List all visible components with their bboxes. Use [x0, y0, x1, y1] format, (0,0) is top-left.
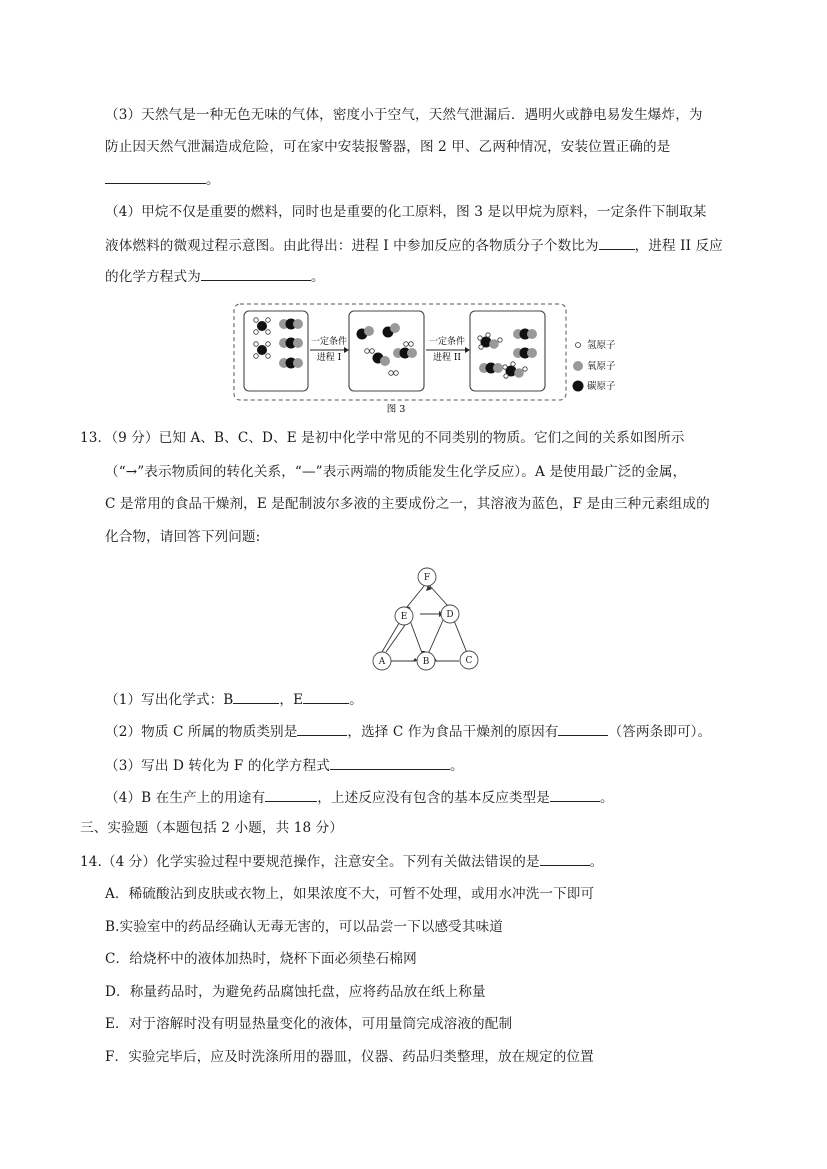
carbon-dioxide-molecule — [279, 338, 303, 349]
carbon-dioxide-molecule — [393, 348, 417, 359]
q14-option-c: C．给烧杯中的液体加热时，烧杯下面必须垫石棉网 — [105, 951, 417, 967]
arrow2-stage: 进程 II — [433, 353, 461, 363]
methanol-molecule — [503, 362, 527, 378]
section-3-title: 三、实验题（本题包括 2 小题，共 18 分） — [80, 820, 344, 836]
carbon-dioxide-molecule — [513, 329, 537, 340]
q12-part4-line1: （4）甲烷不仅是重要的燃料，同时也是重要的化工原料，图 3 是以甲烷为原料，一定条件下制取某 — [105, 204, 707, 220]
q12-part3-line3: 。 — [105, 170, 220, 190]
q14-option-a: A．稀硫酸沾到皮肤或衣物上，如果浓度不大，可暂不处理，或用水冲洗一下即可 — [105, 886, 595, 902]
carbon-dioxide-molecule — [279, 358, 303, 369]
node-a: A — [378, 657, 386, 667]
carbon-monoxide-molecule — [357, 326, 375, 340]
answer-blank[interactable] — [265, 789, 317, 802]
node-d: D — [446, 610, 454, 620]
methane-molecule — [254, 318, 271, 335]
figure-3-molecule-diagram — [228, 298, 628, 418]
answer-blank[interactable] — [233, 691, 279, 704]
q13-sub1: （1）写出化学式：B ，E 。 — [105, 692, 363, 708]
legend-oxygen: 氧原子 — [587, 361, 616, 372]
carbon-monoxide-molecule — [373, 353, 391, 367]
q12-part4-line3: 的化学方程式为 。 — [105, 269, 325, 285]
q13-sub2: （2）物质 C 所属的物质类别是 ，选择 C 作为食品干燥剂的原因有 （答两条即可）。 — [105, 724, 712, 740]
hydrogen-atom-legend-icon — [576, 343, 581, 348]
arrow1-condition: 一定条件 — [310, 337, 348, 347]
relationship-diagram — [360, 560, 490, 675]
q12-part3-line2: 防止因天然气泄漏造成危险，可在家中安装报警器，图 2 甲、乙两种情况，安装位置正确的是 — [105, 139, 671, 155]
carbon-dioxide-molecule — [479, 363, 503, 374]
q14-option-d: D．称量药品时，为避免药品腐蚀托盘，应将药品放在纸上称量 — [105, 984, 486, 1000]
arrow1-stage: 进程 I — [316, 353, 342, 363]
answer-blank[interactable] — [105, 171, 206, 184]
node-c: C — [465, 656, 473, 666]
oxygen-atom-legend-icon — [573, 361, 583, 371]
q14-option-b: B.实验室中的药品经确认无毒无害的，可以品尝一下以感受其味道 — [105, 919, 503, 935]
answer-blank[interactable] — [550, 789, 600, 802]
answer-blank[interactable] — [297, 723, 347, 736]
q13-sub3: （3）写出 D 转化为 F 的化学方程式 。 — [105, 758, 464, 774]
answer-blank[interactable] — [558, 723, 608, 736]
node-b: B — [422, 657, 430, 667]
q13-stem-line3: C 是常用的食品干燥剂，E 是配制波尔多液的主要成份之一，其溶液为蓝色，F 是由三种元素组成的 — [105, 496, 710, 512]
carbon-dioxide-molecule — [513, 348, 537, 359]
q14-option-e: E．对于溶解时没有明显热量变化的液体，可用量筒完成溶液的配制 — [105, 1016, 513, 1032]
answer-blank[interactable] — [540, 853, 590, 866]
methanol-molecule — [478, 333, 502, 349]
q13-stem-line4: 化合物，请回答下列问题: — [105, 529, 261, 545]
carbon-monoxide-molecule — [383, 323, 401, 338]
q13-stem-line2: （“→”表示物质间的转化关系，“—”表示两端的物质能发生化学反应）。A 是使用最广泛的金属， — [105, 464, 687, 480]
q13-sub4: （4）B 在生产上的用途有 ，上述反应没有包含的基本反应类型是 。 — [105, 790, 614, 806]
methane-molecule — [254, 342, 271, 359]
q14-option-f: F．实验完毕后，应及时洗涤所用的器皿，仪器、药品归类整理，放在规定的位置 — [105, 1049, 594, 1065]
legend-hydrogen: 氢原子 — [587, 340, 616, 351]
carbon-atom-legend-icon — [573, 381, 584, 392]
figure-caption: 图 3 — [386, 404, 406, 415]
q12-part3-line1: （3）天然气是一种无色无味的气体，密度小于空气，天然气泄漏后．遇明火或静电易发生爆炸，为 — [105, 107, 703, 123]
hydrogen-molecule — [389, 371, 399, 376]
node-f: F — [423, 573, 431, 583]
q13-stem-line1: 13．（9 分）已知 A、B、C、D、E 是初中化学中常见的不同类别的物质。它们之间的关系如图所示 — [80, 430, 685, 446]
node-e: E — [400, 612, 408, 622]
answer-blank[interactable] — [599, 237, 635, 250]
answer-blank[interactable] — [303, 691, 349, 704]
answer-blank[interactable] — [201, 268, 311, 281]
answer-blank[interactable] — [330, 757, 450, 770]
hydrogen-molecule — [365, 349, 375, 354]
carbon-dioxide-molecule — [279, 319, 303, 330]
q12-part4-line2: 液体燃料的微观过程示意图。由此得出：进程 I 中参加反应的各物质分子个数比为 ，进程 II 反应 — [105, 238, 723, 254]
hydrogen-molecule — [404, 342, 414, 347]
legend-carbon: 碳原子 — [587, 381, 616, 392]
arrow2-condition: 一定条件 — [428, 337, 466, 347]
q14-stem: 14.（4 分）化学实验过程中要规范操作，注意安全。下列有关做法错误的是 。 — [80, 854, 604, 870]
